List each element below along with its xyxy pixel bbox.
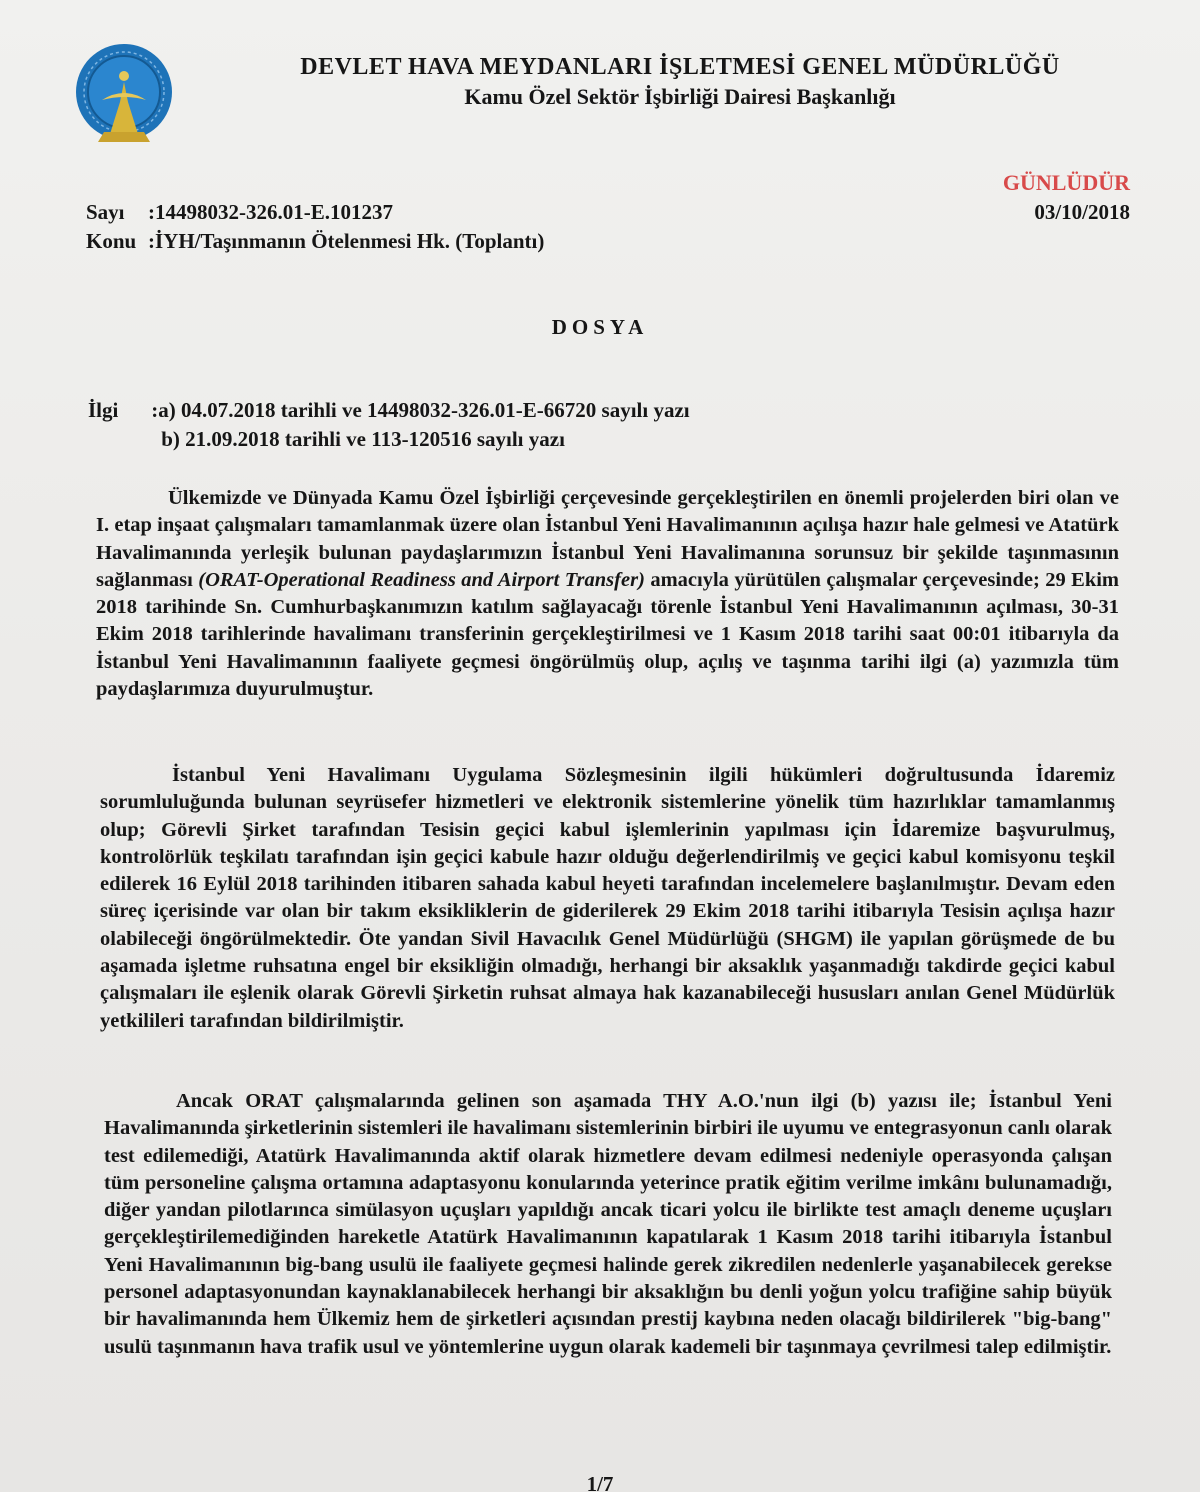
- p1-text-end: amacıyla yürütülen çalışmalar çerçevesinde; 29 Ekim 2018 tarihinde Sn. Cumhurbaşkanımızın katılım sağlayacağı törenle İstanbul Yeni Havalimanının açılması, 30-31 Ekim 2018 tarihlerinde havalimanı transferinin gerçekleştirilmesi ve 1 Kasım 2018 tarihi saat 00:01 itibarıyla da İstanbul Yeni Havalimanının faaliyete geçmesi öngörülmüş olup, açılış ve taşınma tarihi ilgi (a) yazımızla tüm paydaşlarımıza duyurulmuştur.: [96, 568, 1119, 701]
- letterhead: [250, 52, 1110, 112]
- references-list: [151, 396, 689, 454]
- references-label: İlgi: [88, 398, 119, 422]
- number-label: Sayı: [86, 200, 125, 224]
- p1-italic-text: (ORAT-Operational Readiness and Airport Transfer): [198, 568, 645, 591]
- document-date: 03/10/2018: [1034, 200, 1130, 224]
- body-paragraph-2: İstanbul Yeni Havalimanı Uygulama Sözleşmesinin ilgili hükümleri doğrultusunda İdaremiz sorumluluğunda bulunan seyrüsefer hizmetleri ve elektronik sistemlerine yönelik tüm hazırlıklar tamamlanmış olup; Görevli Şirket tarafından Tesisin geçici kabul işlemlerinin yapılması için İdaremize başvurulmuş, kontrolörlük teşkilatı tarafından işin geçici kabule hazır olduğu değerlendirilmiş ve geçici kabul komisyonu teşkil edilerek 16 Eylül 2018 tarihinden itibaren sahada kabul heyeti tarafından incelemelere başlanılmıştır. Devam eden süreç içerisinde var olan bir takım eksikliklerin de giderilerek 29 Ekim 2018 tarihi itibarıyla Tesisin açılışa hazır olabileceği öngörülmektedir. Öte yandan Sivil Havacılık Genel Müdürlüğü (SHGM) ile yapılan görüşmede de bu aşamada işletme ruhsatına engel bir eksikliğin olmadığı, herhangi bir aksaklık yaşanmadığı takdirde geçici kabul çalışmaları ile eşlenik olarak Görevli Şirketin ruhsat almaya hak kazanabileceği hususları anılan Genel Müdürlük yetkilileri tarafından bildirilmiştir.: [100, 764, 1115, 1032]
- body-paragraph-1: [96, 485, 1119, 703]
- document-meta: [86, 198, 544, 256]
- subject-label: Konu: [86, 229, 137, 253]
- subject-value: :İYH/Taşınmanın Ötelenmesi Hk. (Toplantı): [148, 229, 545, 253]
- dhmi-logo-icon: [74, 42, 174, 146]
- urgency-stamp: GÜNLÜDÜR: [1002, 170, 1130, 195]
- p1-text-start: Ülkemizde ve Dünyada Kamu Özel İşbirliği çerçevesinde gerçekleştirilen en önemli projelerden biri olan ve I. etap inşaat çalışmaları tamamlanmak üzere olan İstanbul Yeni Havalimanının açılışa hazır hale gelmesi ve Atatürk Havalimanında yerleşik bulunan paydaşlarımızın İstanbul Yeni Havalimanına sorunsuz bir şekilde taşınmasının sağlanması: [96, 487, 1119, 591]
- number-row: [86, 198, 544, 227]
- body-paragraph-3: Ancak ORAT çalışmalarında gelinen son aşamada THY A.O.'nun ilgi (b) yazısı ile; İstanbul Yeni Havalimanında şirketlerinin sistemleri ile havalimanı sistemlerinin birbiri ile uyumu ve entegrasyonun canlı olarak test edilemediği, Atatürk Havalimanında aktif olarak hizmetlere devam edilmesi nedeniyle operasyonda çalışan tüm personeline çalışma ortamına adaptasyonu konularında yeterince pratik eğitim verilme imkânı bulunamadığı, diğer yandan pilotlarınca simülasyon uçuşları yapıldığı ancak ticari yolcu ile birlikte test amaçlı deneme uçuşları gerçekleştirilemediğinden hareketle Atatürk Havalimanının kapatılarak 1 Kasım 2018 tarihi itibarıyla İstanbul Yeni Havalimanının big-bang usulü ile faaliyete geçmesi halinde gerek zikredilen nedenlerle yaşanabilecek gerekse personel adaptasyonundan kaynaklanabilecek herhangi bir aksaklığın bu denli yoğun yolcu trafiğine sahip büyük bir havalimanında hem Ülkemiz hem de şirketleri açısından prestij kaybına neden olacağı bildirilerek "big-bang" usulü taşınmanın hava trafik usul ve yöntemlerine uygun olarak kademeli bir taşınmaya çevrilmesi talep edilmiştir.: [104, 1090, 1112, 1358]
- subject-row: [86, 227, 544, 256]
- reference-b: b) 21.09.2018 tarihli ve 113-120516 sayılı yazı: [161, 427, 565, 451]
- number-value: :14498032-326.01-E.101237: [148, 200, 393, 224]
- page-number: 1/7: [586, 1472, 614, 1492]
- organization-name: DEVLET HAVA MEYDANLARI İŞLETMESİ GENEL MÜDÜRLÜĞÜ: [300, 54, 1060, 80]
- reference-a: :a) 04.07.2018 tarihli ve 14498032-326.01-E-66720 sayılı yazı: [151, 398, 690, 422]
- document-title: DOSYA: [551, 315, 649, 339]
- references: [88, 396, 690, 454]
- department-name: Kamu Özel Sektör İşbirliği Dairesi Başkanlığı: [464, 84, 896, 109]
